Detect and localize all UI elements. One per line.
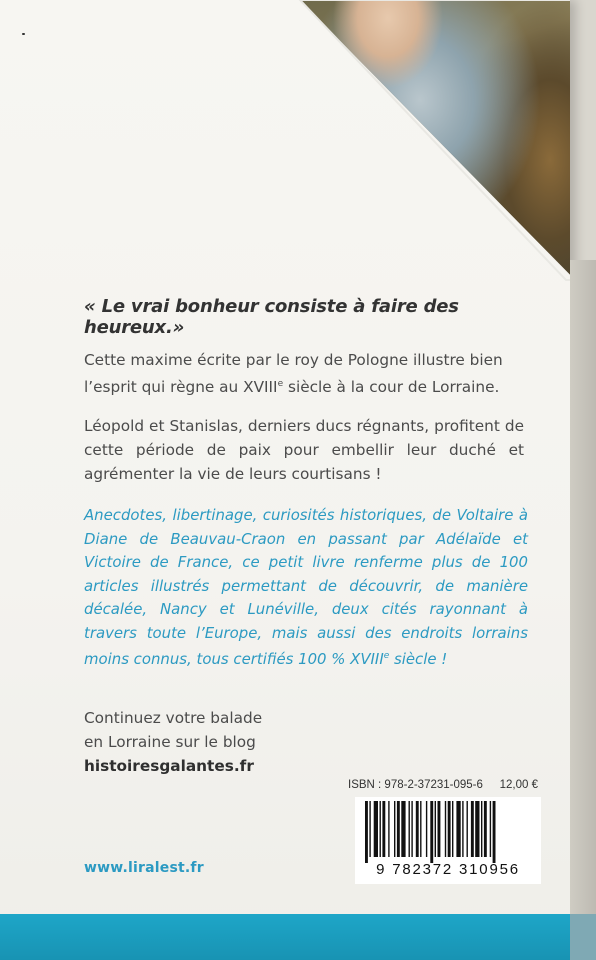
- highlight-paragraph: [84, 504, 528, 671]
- intro-line-1: Cette maxime écrite par le roy de Pologne illustre bien: [84, 351, 503, 369]
- barcode-bar: [380, 801, 381, 857]
- intro-line-2-post: siècle à la cour de Lorraine.: [283, 378, 500, 397]
- barcode-bar: [448, 801, 451, 857]
- barcode-bar: [490, 801, 491, 857]
- cover-painting-fragment: [300, 0, 570, 280]
- barcode-bar: [452, 801, 453, 857]
- isbn-price-row: [348, 779, 538, 791]
- bottom-band-edge: [570, 914, 596, 960]
- blog-line-1: Continuez votre balade: [84, 709, 263, 727]
- quote-heading: « Le vrai bonheur consiste à faire des heureux.»: [84, 296, 459, 338]
- barcode-bar: [493, 801, 496, 863]
- highlight-century-sup: e: [383, 651, 390, 661]
- barcode-bar: [456, 801, 460, 857]
- barcode-bar: [401, 801, 405, 857]
- barcode-bar: [394, 801, 395, 857]
- barcode-bar: [365, 801, 368, 863]
- barcode-bar: [438, 801, 441, 857]
- dust-speck: [22, 33, 25, 35]
- barcode-bar: [369, 801, 370, 857]
- publisher-website[interactable]: www.liralest.fr: [84, 860, 204, 876]
- barcode-bar: [426, 801, 427, 857]
- blog-line-2: en Lorraine sur le blog: [84, 733, 256, 751]
- bottom-color-band: [0, 914, 596, 960]
- barcode-bar: [420, 801, 421, 857]
- barcode-bar: [445, 801, 446, 857]
- intro-paragraph: [84, 348, 524, 399]
- barcode-bar: [409, 801, 410, 857]
- intro-century-sup: e: [277, 379, 284, 389]
- highlight-text: Anecdotes, libertinage, curiosités historiques, de Voltaire à Diane de Beauvau-Craon en passant par Adélaïde et Victoire de France, ce petit livre renferme plus de 100 articles illustrés permettant de découvrir, de manière décalée, Nancy et Lunéville, deux cités rayonnant à travers toute l’Europe, mais aussi des endroits lorrains moins connus, tous certifiés 100 % XVIII: [84, 506, 528, 668]
- barcode-bar: [471, 801, 474, 857]
- barcode-bar: [484, 801, 487, 857]
- blog-invitation: [84, 706, 384, 778]
- barcode-digits: 9 782372 310956: [376, 861, 520, 878]
- barcode-bar: [382, 801, 385, 857]
- barcode-bar: [475, 801, 479, 857]
- isbn-number: ISBN : 978-2-37231-095-6: [348, 779, 483, 791]
- barcode-bar: [430, 801, 433, 863]
- blog-url[interactable]: histoiresgalantes.fr: [84, 757, 254, 775]
- barcode-bar: [411, 801, 412, 857]
- highlight-end: siècle !: [389, 649, 448, 668]
- barcode-bar: [388, 801, 389, 857]
- barcode-bars: [363, 801, 533, 863]
- barcode-bar: [467, 801, 468, 857]
- dukes-paragraph: Léopold et Stanislas, derniers ducs régnants, profitent de cette période de paix pour embellir leur duché et agrémenter la vie de leurs courtisans !: [84, 417, 524, 483]
- intro-line-2-pre: l’esprit qui règne au XVIII: [84, 378, 278, 397]
- barcode-bar: [435, 801, 436, 857]
- barcode-bar: [397, 801, 400, 857]
- barcode-bar: [374, 801, 378, 857]
- price: 12,00 €: [499, 779, 538, 791]
- barcode-bar: [416, 801, 419, 857]
- book-spine-edge: [570, 260, 596, 960]
- barcode-bar: [462, 801, 463, 857]
- barcode: [355, 797, 541, 884]
- barcode-bar: [481, 801, 482, 857]
